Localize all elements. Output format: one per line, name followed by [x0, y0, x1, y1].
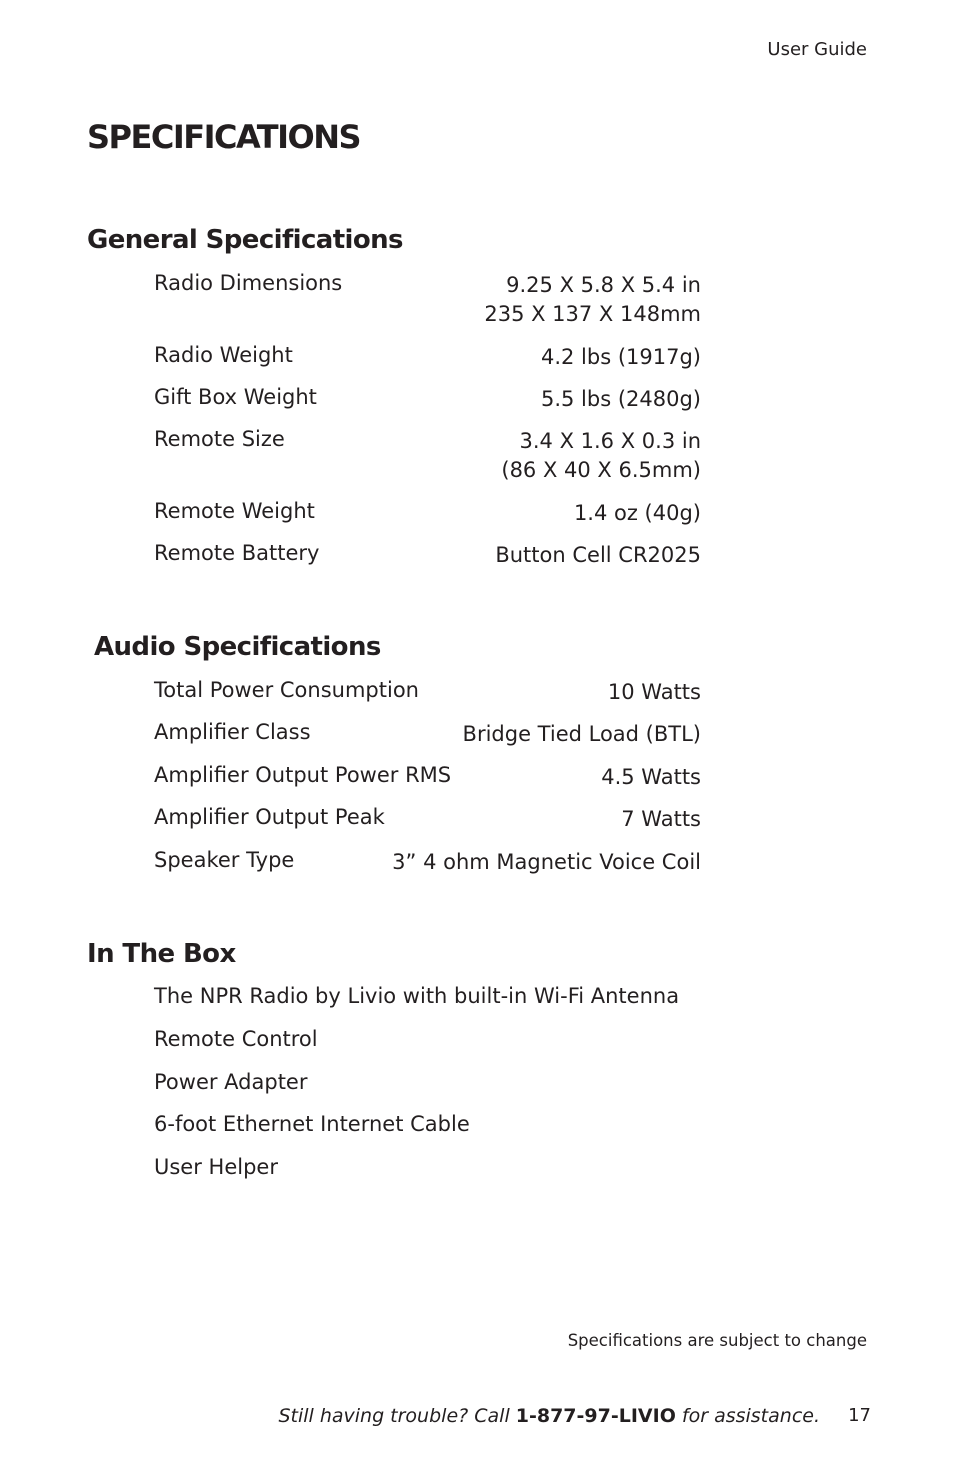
spec-value-line: (86 X 40 X 6.5mm) — [501, 458, 701, 482]
running-header: User Guide — [767, 39, 867, 60]
spec-label: Remote Size — [154, 427, 285, 451]
spec-label: Amplifier Class — [154, 720, 311, 744]
footer-prefix: Still having trouble? Call — [278, 1405, 516, 1427]
list-item: User Helper — [154, 1155, 278, 1179]
list-item: Power Adapter — [154, 1070, 308, 1094]
footer-suffix: for assistance. — [675, 1405, 820, 1427]
spec-label: Radio Dimensions — [154, 271, 343, 295]
spec-label: Total Power Consumption — [154, 678, 419, 702]
spec-value-line: 3.4 X 1.6 X 0.3 in — [519, 429, 701, 453]
spec-value-line: 9.25 X 5.8 X 5.4 in — [506, 273, 701, 297]
spec-label: Amplifier Output Peak — [154, 805, 385, 829]
support-phone-number: 1-877-97-LIVIO — [515, 1405, 676, 1427]
spec-label: Remote Weight — [154, 499, 315, 523]
spec-value: 7 Watts — [621, 807, 701, 831]
page-title: SPECIFICATIONS — [87, 118, 361, 156]
spec-label: Amplifier Output Power RMS — [154, 763, 452, 787]
support-footer — [278, 1405, 820, 1427]
spec-value: 10 Watts — [607, 680, 701, 704]
general-specifications-heading: General Specifications — [87, 225, 403, 255]
spec-value: Bridge Tied Load (BTL) — [462, 722, 701, 746]
in-the-box-heading: In The Box — [87, 939, 236, 969]
spec-value — [484, 271, 701, 329]
spec-value: 4.5 Watts — [601, 765, 701, 789]
spec-value: 4.2 lbs (1917g) — [540, 345, 701, 369]
audio-specifications-heading: Audio Specifications — [94, 632, 381, 662]
spec-value: 3” 4 ohm Magnetic Voice Coil — [392, 850, 701, 874]
spec-label: Gift Box Weight — [154, 385, 317, 409]
spec-label: Remote Battery — [154, 541, 320, 565]
spec-value-line: 235 X 137 X 148mm — [484, 302, 701, 326]
spec-label: Speaker Type — [154, 848, 295, 872]
page-number: 17 — [848, 1405, 871, 1426]
list-item: 6-foot Ethernet Internet Cable — [154, 1112, 470, 1136]
spec-label: Radio Weight — [154, 343, 293, 367]
spec-value: 5.5 lbs (2480g) — [540, 387, 701, 411]
spec-value — [501, 427, 701, 485]
spec-value: 1.4 oz (40g) — [573, 501, 701, 525]
list-item: The NPR Radio by Livio with built-in Wi-Fi Antenna — [154, 984, 680, 1008]
spec-value: Button Cell CR2025 — [495, 543, 701, 567]
list-item: Remote Control — [154, 1027, 318, 1051]
disclaimer-note: Specifications are subject to change — [567, 1331, 867, 1350]
